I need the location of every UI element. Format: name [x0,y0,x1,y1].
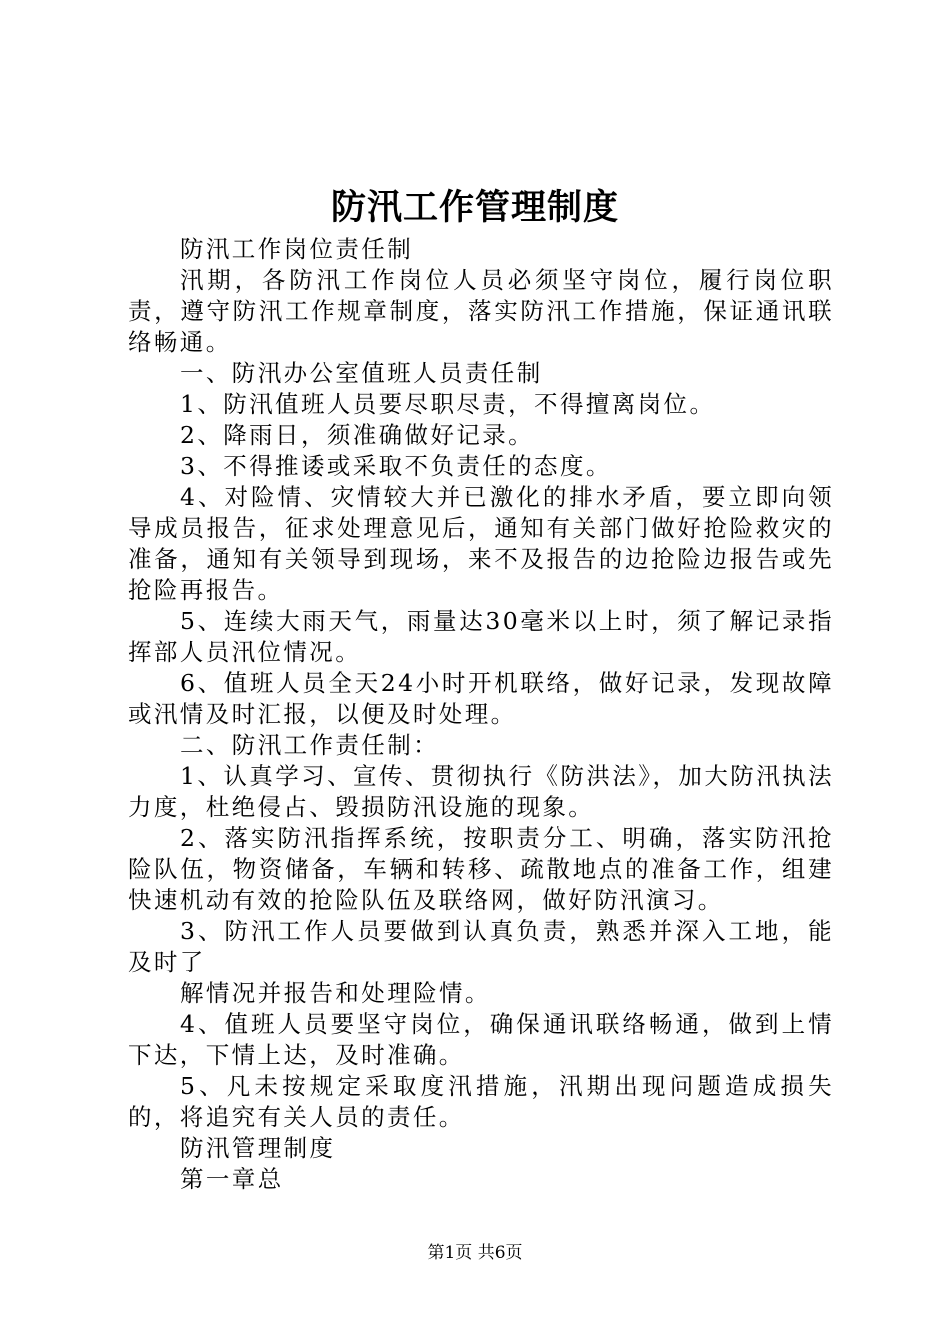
paragraph: 2、降雨日，须准确做好记录。 [180,421,535,449]
paragraph: 5、连续大雨天气，雨量达30毫米以上时，须了解记录指挥部人员汛位情况。 [128,607,834,666]
paragraph: 1、认真学习、宣传、贯彻执行《防洪法》，加大防汛执法力度，杜绝侵占、毁损防汛设施的现象。 [128,762,834,821]
document-title: 防汛工作管理制度 [330,187,619,228]
paragraph: 二、防汛工作责任制： [180,731,439,759]
paragraph: 4、值班人员要坚守岗位，确保通讯联络畅通，做到上情下达，下情上达，及时准确。 [128,1010,834,1069]
paragraph: 第一章总 [180,1165,284,1193]
page-footer: 第1页 共6页 [427,1243,523,1263]
paragraph: 一、防汛办公室值班人员责任制 [180,359,543,387]
document-body [128,234,834,1195]
paragraph: 3、防汛工作人员要做到认真负责，熟悉并深入工地，能及时了 [128,917,834,976]
paragraph: 1、防汛值班人员要尽职尽责，不得擅离岗位。 [180,390,716,418]
paragraph: 3、不得推诿或采取不负责任的态度。 [180,452,612,480]
paragraph: 防汛管理制度 [180,1134,336,1162]
paragraph: 5、凡未按规定采取度汛措施，汛期出现问题造成损失的，将追究有关人员的责任。 [128,1072,834,1131]
paragraph: 解情况并报告和处理险情。 [180,979,491,1007]
paragraph: 6、值班人员全天24小时开机联络，做好记录，发现故障或汛情及时汇报，以便及时处理。 [128,669,834,728]
paragraph: 汛期，各防汛工作岗位人员必须坚守岗位，履行岗位职责，遵守防汛工作规章制度，落实防汛工作措施，保证通讯联络畅通。 [128,266,834,356]
paragraph: 4、对险情、灾情较大并已激化的排水矛盾，要立即向领导成员报告，征求处理意见后，通知有关部门做好抢险救灾的准备，通知有关领导到现场，来不及报告的边抢险边报告或先抢险再报告。 [128,483,834,604]
paragraph: 防汛工作岗位责任制 [180,235,414,263]
paragraph: 2、落实防汛指挥系统，按职责分工、明确，落实防汛抢险队伍，物资储备，车辆和转移、疏散地点的准备工作，组建快速机动有效的抢险队伍及联络网，做好防汛演习。 [128,824,834,914]
